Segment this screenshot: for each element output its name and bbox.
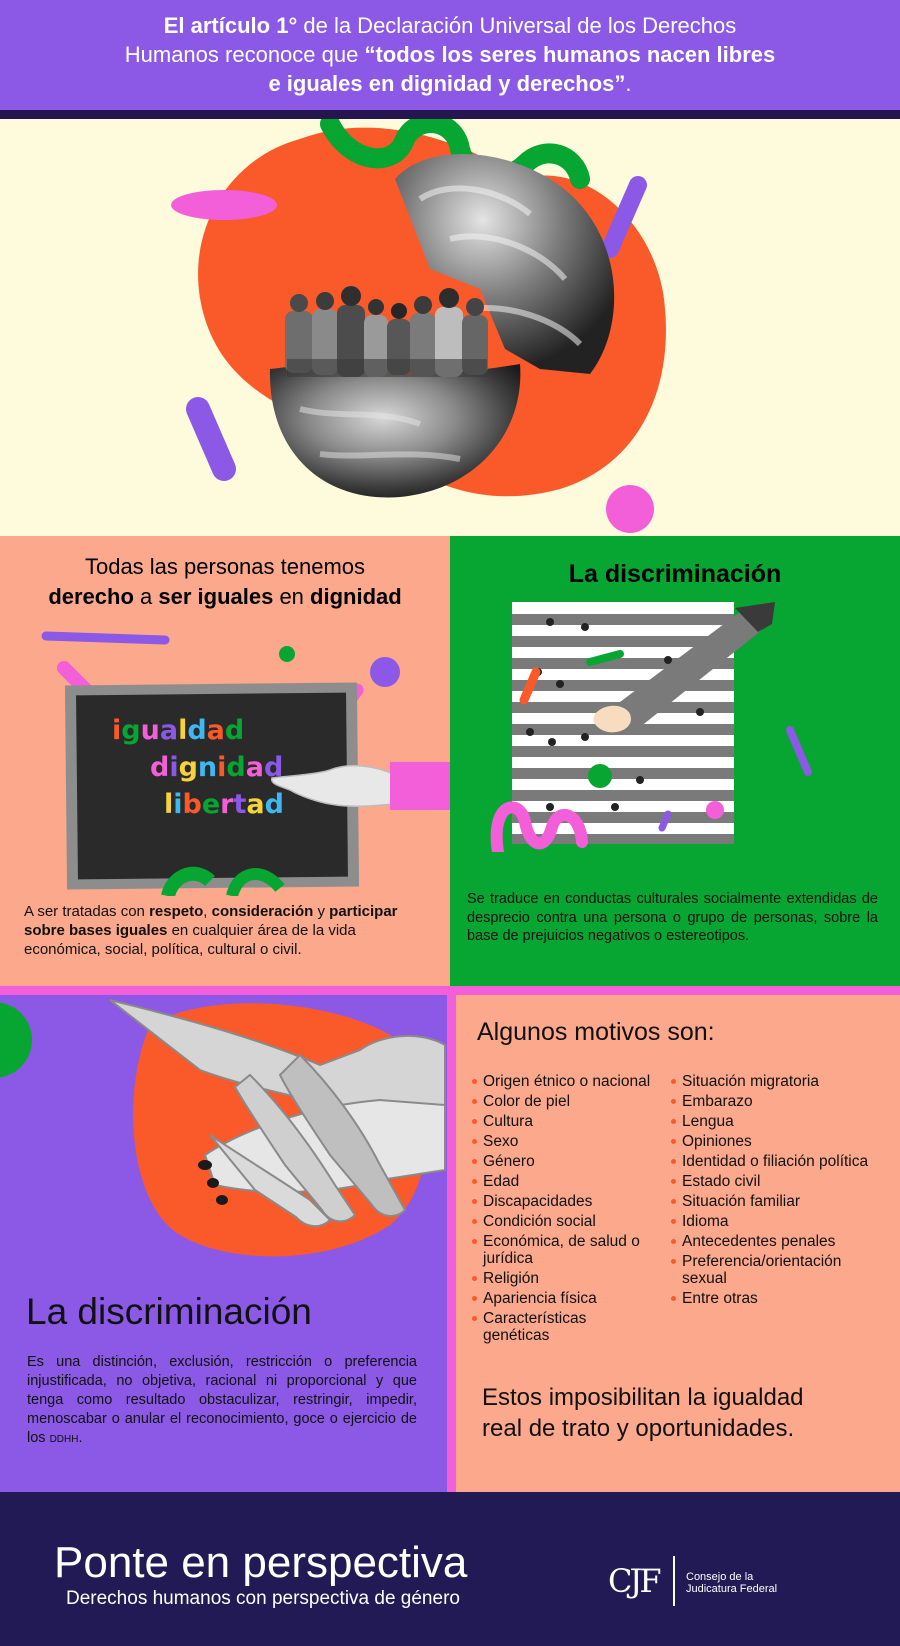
reason-item: Estado civil <box>670 1173 875 1190</box>
board-letter: a <box>245 752 264 783</box>
reason-item: Embarazo <box>670 1093 875 1110</box>
crosswalk-illustration <box>490 602 860 852</box>
header-divider <box>0 110 900 119</box>
board-letter: i <box>173 789 183 820</box>
board-letter: d <box>264 789 284 820</box>
reasons-panel <box>456 995 900 1492</box>
reason-item: Antecedentes penales <box>670 1233 875 1250</box>
reason-item: Características genéticas <box>471 1310 656 1344</box>
reason-item: Situación familiar <box>670 1193 875 1210</box>
board-letter: a <box>246 789 265 820</box>
board-letter: g <box>178 752 198 783</box>
footer-title: Ponte en perspectiva <box>54 1538 468 1587</box>
reason-item: Entre otras <box>670 1290 875 1307</box>
discrimination-purple-panel <box>0 995 447 1492</box>
reason-item: Edad <box>471 1173 656 1190</box>
reason-item: Identidad o filiación política <box>670 1153 875 1170</box>
reasons-title: Algunos motivos son: <box>477 1018 715 1046</box>
pink-circle-shape <box>606 485 654 533</box>
reason-item: Religión <box>471 1270 656 1287</box>
board-letter: b <box>182 789 202 820</box>
board-letter: l <box>164 789 174 820</box>
reason-item: Preferencia/orientación sexual <box>670 1253 875 1287</box>
chalkboard-words <box>112 712 284 823</box>
board-letter: t <box>233 789 247 820</box>
reasons-list-column-2 <box>670 1073 875 1310</box>
board-letter: l <box>178 715 188 746</box>
section-divider <box>0 986 900 995</box>
globe-illustration <box>0 119 900 536</box>
board-letter: i <box>112 715 122 746</box>
reason-item: Género <box>471 1153 656 1170</box>
discrimination-green-panel <box>450 536 900 986</box>
reason-item: Opiniones <box>670 1133 875 1150</box>
equality-title <box>0 552 450 612</box>
discrimination-green-body: Se traduce en conductas culturales socialmente extendidas de desprecio contra una persona o grupo de personas, sobre la base de prejuicios negativos o estereotipos. <box>467 891 878 944</box>
board-letter: a <box>206 715 225 746</box>
pink-pill-shape <box>171 190 277 220</box>
equality-body-text: A ser tratadas con respeto, consideración y participar sobre bases iguales en cualquier área de la vida económica, social, política, cultural o civil. <box>24 903 398 958</box>
header-line-2: Humanos reconoce que “todos los seres humanos nacen libres <box>124 42 776 67</box>
board-word-igualdad <box>112 712 284 749</box>
board-letter: d <box>226 752 246 783</box>
board-letter: u <box>140 715 160 746</box>
discrimination-purple-title: La discriminación <box>26 1291 312 1332</box>
reason-item: Cultura <box>471 1113 656 1130</box>
reason-item: Discapacidades <box>471 1193 656 1210</box>
reason-item: Origen étnico o nacional <box>471 1073 656 1090</box>
board-word-dignidad <box>112 749 284 786</box>
equality-title-line-2: derecho a ser iguales en dignidad <box>48 584 402 609</box>
stacked-hands-illustration <box>0 995 447 1275</box>
board-letter: d <box>263 752 284 783</box>
board-word-libertad <box>112 786 284 823</box>
reason-item: Situación migratoria <box>670 1073 875 1090</box>
board-letter: e <box>201 789 221 820</box>
board-letter: d <box>224 715 245 746</box>
footer-org-line-2: Judicatura Federal <box>686 1583 778 1595</box>
equality-title-line-1: Todas las personas tenemos <box>84 554 366 579</box>
reasons-conclusion: Estos imposibilitan la igualdad real de trato y oportunidades. <box>482 1384 804 1442</box>
board-letter: r <box>220 789 234 820</box>
board-letter: d <box>150 752 170 783</box>
footer <box>0 1492 900 1646</box>
reason-item: Condición social <box>471 1213 656 1230</box>
purple-bar-shape <box>198 409 224 469</box>
discrimination-green-title: La discriminación <box>568 560 782 588</box>
board-letter: a <box>159 715 179 746</box>
board-letter: n <box>197 752 218 783</box>
reason-item: Económica, de salud o jurídica <box>471 1233 656 1267</box>
footer-org <box>686 1571 777 1595</box>
header-banner <box>0 0 900 110</box>
reason-item: Lengua <box>670 1113 875 1130</box>
board-letter: i <box>169 752 179 783</box>
board-letter: d <box>187 715 207 746</box>
cjf-logo: CJF <box>608 1562 659 1600</box>
footer-subtitle: Derechos humanos con perspectiva de género <box>66 1588 460 1609</box>
header-line-1: El artículo 1° de la Declaración Universal de los Derechos <box>163 13 737 38</box>
reason-item: Idioma <box>670 1213 875 1230</box>
footer-org-line-1: Consejo de la <box>686 1571 754 1583</box>
hero-illustration <box>0 119 900 536</box>
reason-item: Sexo <box>471 1133 656 1150</box>
reason-item: Color de piel <box>471 1093 656 1110</box>
board-letter: i <box>217 752 227 783</box>
column-divider <box>447 995 456 1492</box>
ddhh-abbreviation: DDHH <box>49 1434 79 1445</box>
logo-divider <box>673 1556 675 1606</box>
board-letter: g <box>121 715 141 746</box>
reason-item: Apariencia física <box>471 1290 656 1307</box>
reasons-list-column-1 <box>471 1073 656 1347</box>
discrimination-purple-body: Es una distinción, exclusión, restricción o preferencia injustificada, no objetiva, racional ni proporcional y que tenga como resultado obstaculizar, restringir, impedir, menoscabar o anular el reconocimiento, goce o ejercicio de los DDHH. <box>27 1354 417 1446</box>
header-line-3: e iguales en dignidad y derechos”. <box>268 71 632 96</box>
